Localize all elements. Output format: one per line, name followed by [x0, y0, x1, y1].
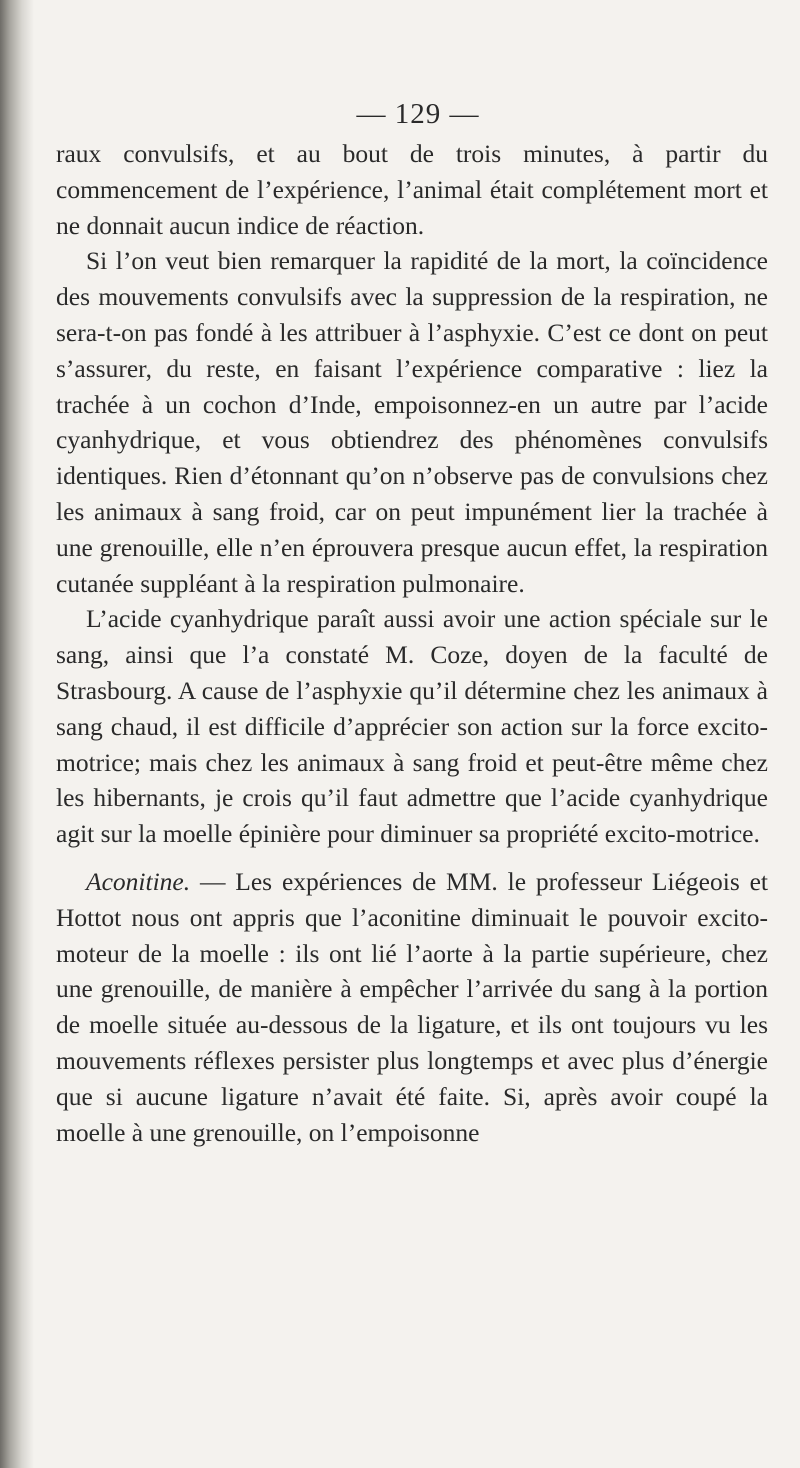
paragraph-continuation: raux convulsifs, et au bout de trois minutes, à partir du commencement de l’expérience, l’animal était complétement mort et ne donnait aucun indice de réaction. — [56, 139, 768, 240]
book-page — [56, 92, 768, 1150]
page-body — [56, 136, 768, 1150]
page-number: — 129 — — [356, 98, 480, 130]
aconitine-text: — Les expériences de MM. le professeur Liégeois et Hottot nous ont appris que l’aconitine diminuait le pouvoir excito-moteur de la moelle : ils ont lié l’aorte à la partie supérieure, chez une grenouille, de manière à empêcher l’arrivée du sang à la portion de moelle située au-dessous de la ligature, et ils ont toujours vu les mouvements réflexes persister plus longtemps et avec plus d’énergie que si aucune ligature n’avait été faite. Si, après avoir coupé la moelle à une grenouille, on l’empoisonne — [56, 866, 768, 1147]
paragraph-asphyxie: Si l’on veut bien remarquer la rapidité de la mort, la coïncidence des mouvements convulsifs avec la suppression de la respiration, ne sera-t-on pas fondé à les attribuer à l’asphyxie. C’est ce dont on peut s’assurer, du reste, en faisant l’expérience comparative : liez la trachée à un cochon d’Inde, empoisonnez-en un autre par l’acide cyanhydrique, et vous obtiendrez des phénomènes convulsifs identiques. Rien d’étonnant qu’on n’observe pas de convulsions chez les animaux à sang froid, car on peut impunément lier la trachée à une grenouille, elle n’en éprouvera presque aucun effet, la respiration cutanée suppléant à la respiration pulmonaire. — [56, 246, 768, 598]
section-heading-aconitine: Aconitine. — [86, 866, 191, 896]
paragraph-acide-cyanhydrique: L’acide cyanhydrique paraît aussi avoir une action spéciale sur le sang, ainsi que l’a constaté M. Coze, doyen de la faculté de Strasbourg. A cause de l’asphyxie qu’il détermine chez les animaux à sang chaud, il est difficile d’apprécier son action sur la force excito-motrice; mais chez les animaux à sang froid et peut-être même chez les hibernants, je crois qu’il faut admettre que l’acide cyanhydrique agit sur la moelle épinière pour diminuer sa propriété excito-motrice. — [56, 604, 768, 849]
paragraph-aconitine — [56, 864, 768, 1150]
binding-shadow — [0, 0, 34, 1468]
